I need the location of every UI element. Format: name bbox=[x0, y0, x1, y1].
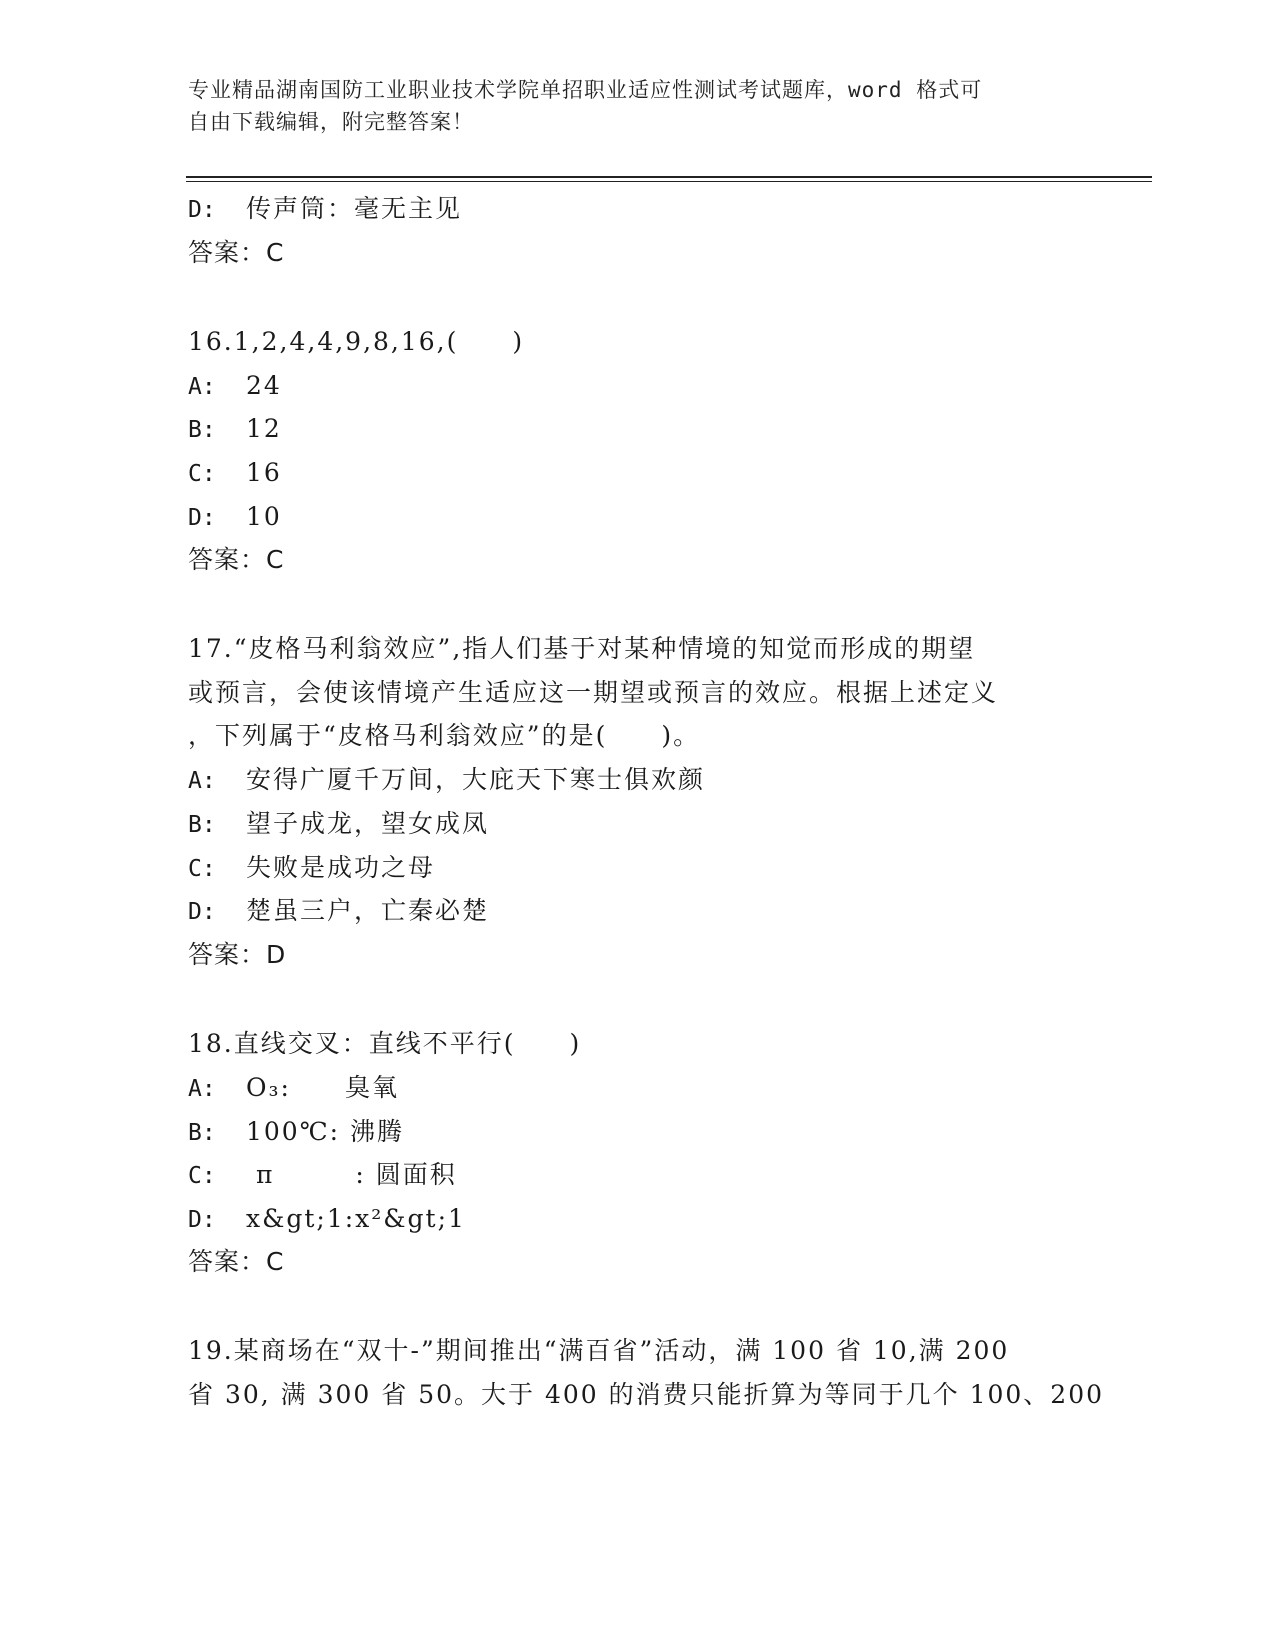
option-text: 失败是成功之母 bbox=[246, 853, 436, 882]
q17-stem-line-3: ，下列属于“皮格马利翁效应”的是( )。 bbox=[188, 721, 701, 750]
q17-option-c bbox=[188, 851, 435, 886]
option-label: A: bbox=[188, 374, 216, 400]
q16-option-c bbox=[188, 456, 282, 491]
option-label: D: bbox=[188, 505, 216, 531]
header-divider-thin bbox=[186, 181, 1152, 182]
option-label: B: bbox=[188, 1120, 216, 1146]
q17-option-b bbox=[188, 807, 489, 842]
header-line-2: 自由下载编辑，附完整答案！ bbox=[188, 110, 474, 134]
q18-answer: 答案：C bbox=[188, 1247, 285, 1276]
q16-option-a bbox=[188, 369, 282, 404]
option-text: 12 bbox=[246, 414, 282, 443]
q19-stem-line-1: 19.某商场在“双十-”期间推出“满百省”活动，满 100 省 10,满 200 bbox=[188, 1336, 1010, 1365]
option-label: C: bbox=[188, 461, 216, 487]
q17-option-a bbox=[188, 763, 705, 798]
q15-answer: 答案：C bbox=[188, 238, 285, 267]
q18-option-a bbox=[188, 1071, 399, 1106]
option-label: D: bbox=[188, 899, 216, 925]
option-label: C: bbox=[188, 856, 216, 882]
option-label: D: bbox=[188, 197, 216, 223]
option-text: 24 bbox=[246, 371, 282, 400]
option-text: 望子成龙，望女成凤 bbox=[246, 809, 490, 838]
option-label: B: bbox=[188, 812, 216, 838]
option-label: A: bbox=[188, 1076, 216, 1102]
q16-answer: 答案：C bbox=[188, 545, 285, 574]
option-label: C: bbox=[188, 1163, 216, 1189]
q16-option-d bbox=[188, 500, 282, 535]
q18-option-c bbox=[188, 1158, 457, 1193]
q15-option-d bbox=[188, 192, 462, 227]
option-text: 10 bbox=[246, 502, 282, 531]
q17-stem-line-2: 或预言，会使该情境产生适应这一期望或预言的效应。根据上述定义 bbox=[188, 678, 999, 707]
option-text: 100℃: 沸腾 bbox=[246, 1117, 405, 1146]
document-header bbox=[188, 74, 1068, 138]
option-text: 传声筒：毫无主见 bbox=[246, 194, 463, 223]
option-label: D: bbox=[188, 1207, 216, 1233]
q18-option-b bbox=[188, 1115, 404, 1150]
option-text: π : 圆面积 bbox=[246, 1160, 457, 1189]
q16-stem: 16.1,2,4,4,9,8,16,( ) bbox=[188, 327, 525, 356]
q16-option-b bbox=[188, 412, 282, 447]
option-text: 16 bbox=[246, 458, 282, 487]
q18-option-d bbox=[188, 1202, 466, 1237]
q19-stem-line-2: 省 30, 满 300 省 50。大于 400 的消费只能折算为等同于几个 100、200 bbox=[188, 1380, 1105, 1409]
option-label: A: bbox=[188, 768, 216, 794]
q17-option-d bbox=[188, 894, 489, 929]
option-text: O₃: 臭氧 bbox=[246, 1073, 399, 1102]
q17-answer: 答案：D bbox=[188, 940, 287, 969]
header-divider-thick bbox=[186, 176, 1152, 178]
option-text: 安得广厦千万间，大庇天下寒士俱欢颜 bbox=[246, 765, 706, 794]
option-text: x&gt;1:x²&gt;1 bbox=[246, 1204, 466, 1233]
option-text: 楚虽三户，亡秦必楚 bbox=[246, 896, 490, 925]
header-line-1: 专业精品湖南国防工业职业技术学院单招职业适应性测试考试题库，word 格式可 bbox=[188, 78, 983, 102]
q18-stem: 18.直线交叉：直线不平行( ) bbox=[188, 1029, 582, 1058]
q17-stem-line-1: 17.“皮格马利翁效应”,指人们基于对某种情境的知觉而形成的期望 bbox=[188, 634, 976, 663]
option-label: B: bbox=[188, 417, 216, 443]
